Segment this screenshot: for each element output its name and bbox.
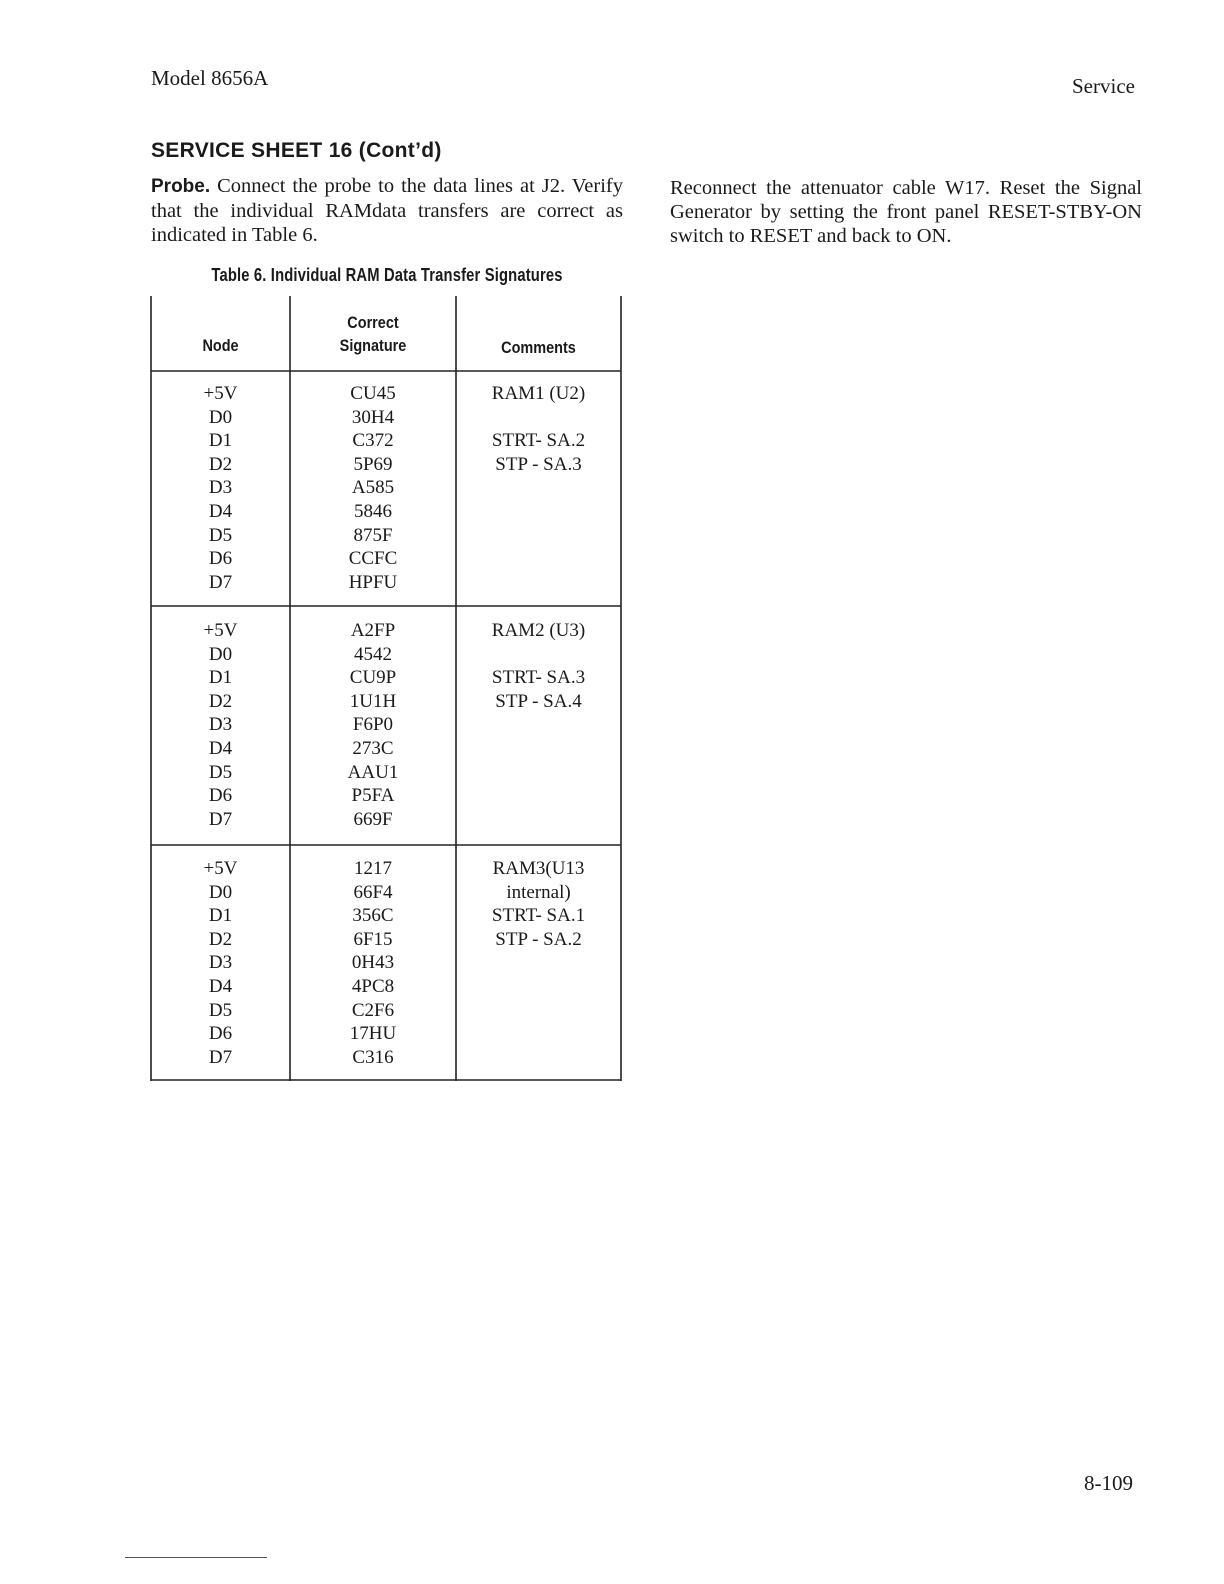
node-cell: D3 <box>208 714 233 736</box>
signature-cell: 5846 <box>354 500 392 522</box>
comment-cell <box>456 406 621 430</box>
column-header-signature <box>302 311 443 357</box>
node-cell: D3 <box>208 952 233 974</box>
comment-cell: STP - SA.2 <box>495 928 582 950</box>
node-cell: D1 <box>208 905 233 927</box>
signature-cell: 17HU <box>349 1023 397 1045</box>
comment-cell: STRT- SA.1 <box>491 905 586 927</box>
comment-cell: RAM1 (U2) <box>491 383 586 404</box>
node-cell: D5 <box>208 999 233 1021</box>
node-cell: D4 <box>208 737 233 759</box>
group-1-comments <box>456 382 621 476</box>
comment-cell: internal) <box>506 881 571 903</box>
signature-cell: HPFU <box>348 571 398 593</box>
node-cell: D1 <box>208 667 233 689</box>
node-cell: D6 <box>208 1023 233 1045</box>
node-cell: D6 <box>208 785 233 807</box>
signature-cell: P5FA <box>351 785 395 807</box>
comment-cell: RAM2 (U3) <box>491 620 586 641</box>
node-cell: D2 <box>208 690 233 712</box>
page-number: 8-109 <box>1084 1471 1133 1495</box>
group-3-signatures <box>290 857 456 1069</box>
comment-cell: STRT- SA.2 <box>491 430 586 452</box>
signature-cell: A2FP <box>350 620 396 641</box>
signature-cell: 66F4 <box>353 881 393 903</box>
node-cell: D4 <box>208 500 233 522</box>
signature-cell: CU9P <box>349 667 397 689</box>
node-cell: D7 <box>208 571 233 593</box>
group-1-nodes <box>151 382 290 594</box>
node-cell: D5 <box>208 761 233 783</box>
signature-cell: 4PC8 <box>351 975 395 997</box>
node-cell: D7 <box>208 1046 233 1068</box>
node-cell: D2 <box>208 928 233 950</box>
section-heading: SERVICE SHEET 16 (Cont’d) <box>151 139 442 162</box>
reset-instruction-paragraph: Reconnect the attenuator cable W17. Reset the Signal Generator by setting the front panel RESET-STBY-ON switch to RESET and back to ON. <box>670 177 1142 247</box>
signature-cell: 356C <box>352 905 394 927</box>
group-2-comments <box>456 619 621 713</box>
signature-cell: 273C <box>352 737 394 759</box>
node-cell: D0 <box>208 881 233 903</box>
signature-cell: 5P69 <box>353 453 393 475</box>
paragraph-body: Connect the probe to the data lines at J2. Verify that the individual RAMdata transfers are correct as indicated in Table 6. <box>151 175 623 246</box>
signature-cell: 1U1H <box>349 690 397 712</box>
comment-cell: RAM3(U13 <box>492 858 585 879</box>
signature-cell: 4542 <box>354 643 392 665</box>
group-3-nodes <box>151 857 290 1069</box>
group-2-nodes <box>151 619 290 831</box>
signature-cell: CU45 <box>350 383 396 404</box>
node-cell: +5V <box>203 858 238 879</box>
comment-cell: STP - SA.3 <box>495 453 582 475</box>
signature-cell: A585 <box>351 477 395 499</box>
footer-rule <box>125 1557 267 1558</box>
node-cell: +5V <box>203 383 238 404</box>
comment-cell: STRT- SA.3 <box>491 667 586 689</box>
signature-cell: F6P0 <box>352 714 394 736</box>
group-3-comments <box>456 857 621 951</box>
column-header-signature-line2: Signature <box>339 336 407 355</box>
comment-cell: STP - SA.4 <box>495 690 582 712</box>
node-cell: +5V <box>203 620 238 641</box>
signature-cell: 669F <box>353 808 393 830</box>
signature-cell: C316 <box>352 1046 394 1068</box>
node-cell: D1 <box>208 430 233 452</box>
signature-cell: 6F15 <box>353 928 393 950</box>
paragraph-lead: Probe. <box>151 176 211 197</box>
node-cell: D4 <box>208 975 233 997</box>
node-cell: D7 <box>208 808 233 830</box>
signature-cell: C372 <box>352 430 394 452</box>
header-model: Model 8656A <box>151 66 269 90</box>
signature-cell: 30H4 <box>351 406 395 428</box>
signature-cell: CCFC <box>348 548 398 570</box>
signature-cell: 0H43 <box>351 952 395 974</box>
column-header-comments: Comments <box>501 338 576 357</box>
signature-table <box>150 296 622 1081</box>
table-caption: Table 6. Individual RAM Data Transfer Signatures <box>211 265 563 285</box>
group-2-signatures <box>290 619 456 831</box>
comment-cell <box>456 643 621 667</box>
signature-cell: AAU1 <box>347 761 399 783</box>
header-section: Service <box>1072 74 1135 98</box>
signature-cell: 875F <box>353 524 393 546</box>
node-cell: D5 <box>208 524 233 546</box>
node-cell: D0 <box>208 406 233 428</box>
node-cell: D2 <box>208 453 233 475</box>
group-1-signatures <box>290 382 456 594</box>
node-cell: D3 <box>208 477 233 499</box>
signature-cell: C2F6 <box>351 999 395 1021</box>
column-header-node: Node <box>202 336 239 355</box>
probe-instruction-paragraph <box>151 174 623 247</box>
signature-cell: 1217 <box>354 858 392 879</box>
node-cell: D0 <box>208 643 233 665</box>
node-cell: D6 <box>208 548 233 570</box>
column-header-signature-line1: Correct <box>347 313 399 332</box>
